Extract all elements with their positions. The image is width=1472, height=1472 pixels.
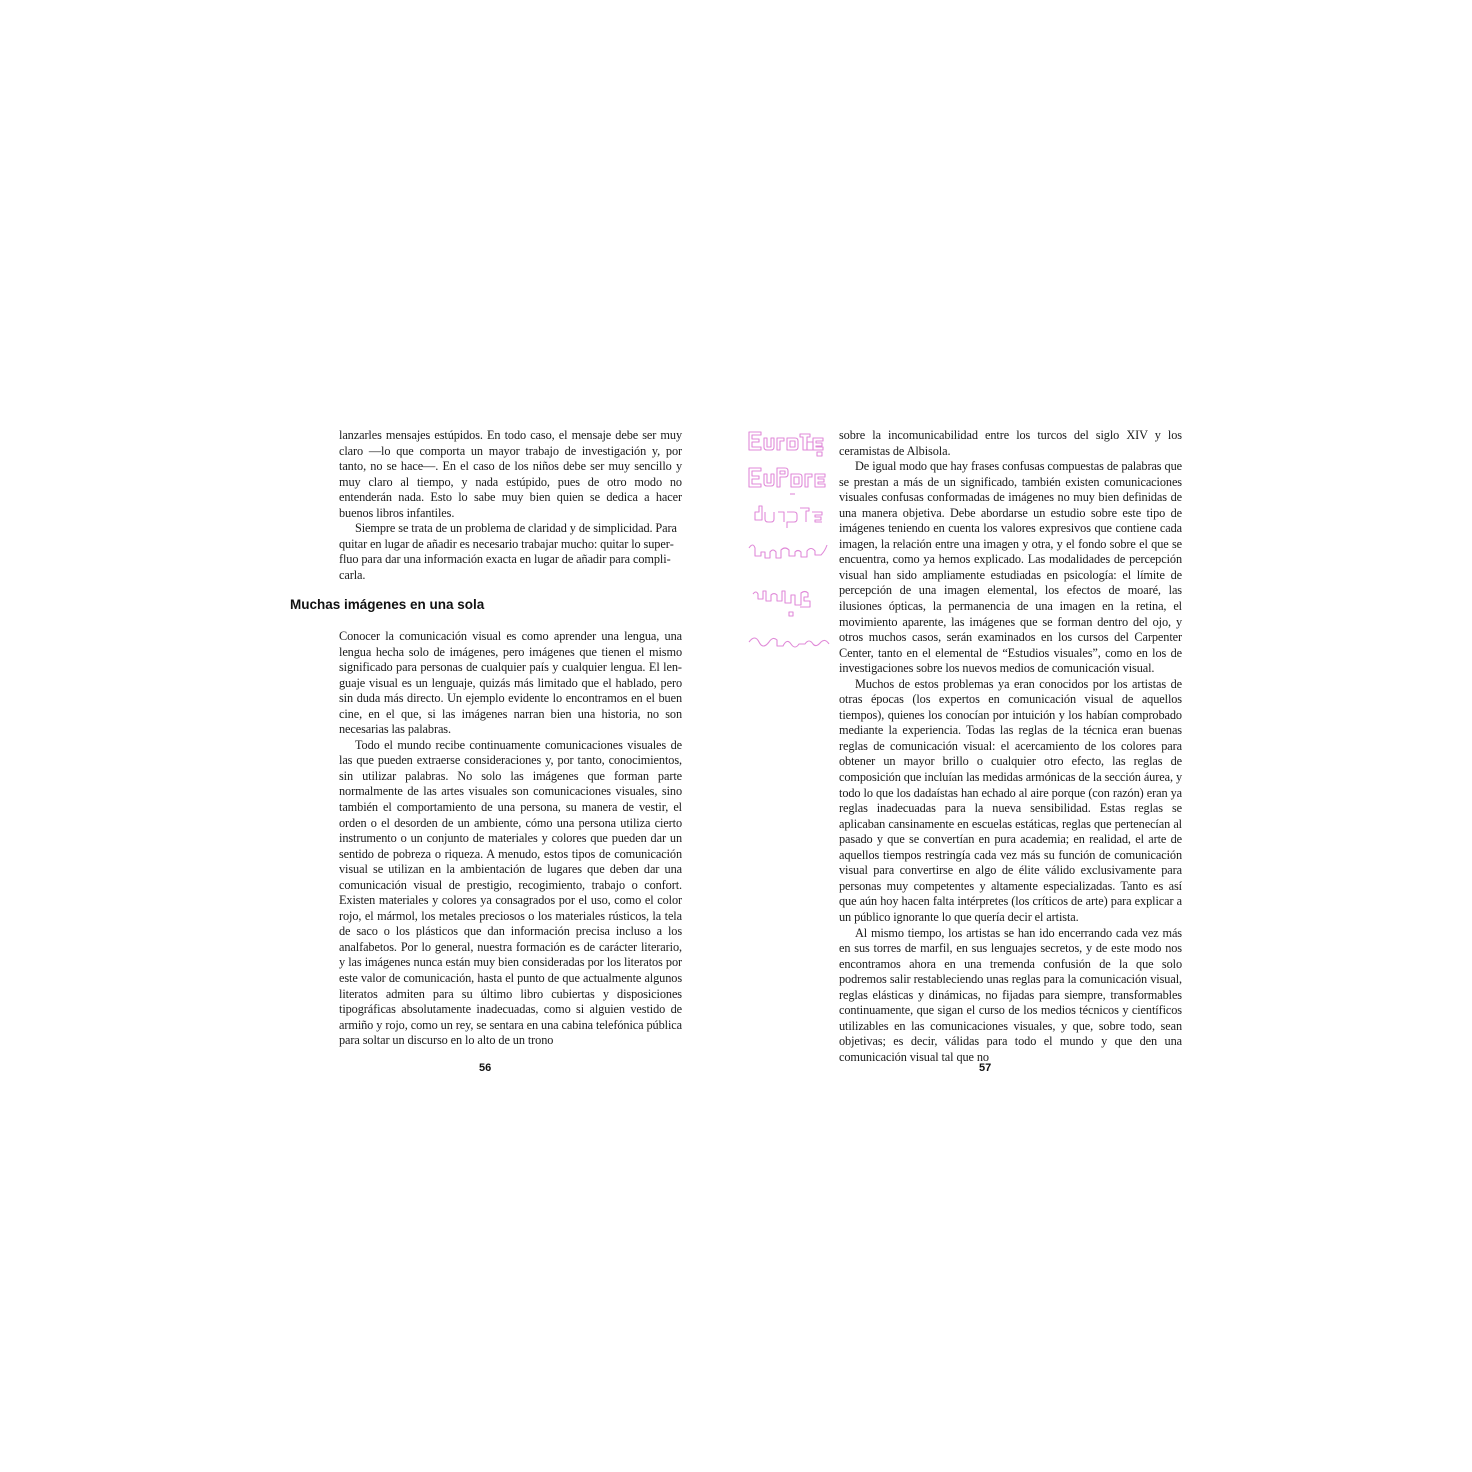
paragraph: Todo el mundo recibe continuamente comunicaciones visuales de las que pueden extraerse consideraciones y, por tanto, conocimientos, sin utilizar palabras. No solo las imágenes que forman parte normalmente de las artes visuales son comunicaciones visuales, sino también el comportamiento de una persona, su manera de vestir, el orden o el desorden de un ambiente, cómo una persona utiliza cierto instrumento o un conjunto de materiales y colores que pueden dar un sentido de pobreza o riqueza. A menudo, estos tipos de comunicación visual se utilizan en la ambientación de lugares que deben dar una comunicación visual de prestigio, recogimiento, trabajo o confort. Existen materiales y colores ya consagrados por el uso, como el color rojo, el mármol, los metales preciosos o los materiales rústicos, la tela de saco o los plásticos que dan información precisa incluso a los analfabetos. Por lo general, nuestra formación es de carácter literario, y las imágenes nunca están muy bien consideradas por los literatos por este valor de comunicación, hasta el punto de que actualmente algunos literatos admiten para su último libro cubiertas y disposiciones tipográficas absolutamente inadecuadas, como si alguien vestido de armiño y rojo, como un rey, se sentara en una cabina telefónica pública para soltar un discurso en lo alto de un trono [339,737,682,1048]
paragraph: Al mismo tiempo, los artistas se han ido encerrando cada vez más en sus torres de marfil, en sus lenguajes secretos, y de este modo nos encontramos ahora en una tremenda confusión de la que solo podremos salir restableciendo unas reglas para la comunicación visual, reglas elásticas y dinámicas, no fijadas para siempre, transformables continuamente, que sigan el curso de los medios técnicos y científicos utilizables en las comunicaciones visuales, y que, sobre todo, sean objetivas; es decir, válidas para todo el mundo y que den una comunicación visual tal que no [839,925,1182,1064]
lettering-row-2 [749,468,825,487]
lettering-row-4 [749,545,827,558]
decorative-lettering-illustration [745,428,835,658]
lettering-row-5 [753,591,810,607]
lettering-row-1 [749,432,823,450]
paragraph: Muchos de estos problemas ya eran conocidos por los artistas de otras épocas (los expertos en comunicación visual de aquellos tiempos), quienes los conocían por intuición y los habían comprobado mediante la experiencia. Todas las reglas de la técnica eran buenas reglas de comunicación visual: el acercamiento de los colores para obtener un mayor brillo o cualquier otro efecto, las reglas de composición que incluían las medidas armónicas de la sección áurea, y todo lo que los dadaístas han echado al aire porque (con razón) eran ya reglas inadecuadas para la nueva sensibilidad. Estas reglas se aplicaban cansinamente en escuelas estáticas, reglas que pertenecían al pasado y que se convertían en pura academia; en realidad, el arte de aquellos tiempos restringía cada vez más su función de comunicación visual para convertirse en algo de élite válido exclusivamente para personas muy competentes y altamente especializadas. Tanto es así que aún hoy hacen falta intérpretes (los críticos de arte) para explicar a un público ignorante lo que quería decir el artista. [839,676,1182,924]
paragraph: sobre la incomunicabilidad entre los turcos del siglo XIV y los ceramistas de Albisola. [839,428,1182,458]
paragraph: lanzarles mensajes estúpidos. En todo caso, el mensaje debe ser muy claro —lo que comporta un mayor trabajo de investigación y, por tanto, no se hace—. En el caso de los niños debe ser muy sencillo y muy claro al tiempo, y nada estúpido, pues de otro modo no entenderán nada. Esto lo sabe muy bien quien se dedica a hacer buenos libros infantiles. [339,428,682,520]
section-heading: Muchas imágenes en una sola [290,597,485,612]
lettering-row-3 [755,506,822,528]
paragraph: Siempre se trata de un problema de claridad y de simplicidad. Para quitar en lugar de añadir es necesario trabajar mucho: quitar lo superfluo para dar una información exacta en lugar de añadir para complicarla. [339,521,677,582]
right-page-text [839,428,1182,1065]
left-page-top-text [339,428,682,583]
paragraph: De igual modo que hay frases confusas compuestas de palabras que se prestan a más de un significado, también existen comunicaciones visuales confusas conformadas de imágenes no muy bien definidas de una manera objetiva. Debe abordarse un estudio sobre este tipo de imágenes teniendo en cuenta los valores expresivos que contiene cada imagen, la relación entre una imagen y otra, y el fondo sobre el que se encuentra, como ya hemos explicado. Las modalidades de percepción visual han sido ampliamente estudiadas en psicología: el límite de percepción de una imagen elemental, los efectos de moaré, las ilusiones ópticas, la permanencia de una imagen en la retina, el movimiento aparente, las imágenes que se forman dentro del ojo, y otros muchos casos, serán examinados en los cursos del Carpenter Center, tanto en el elemental de “Estudios visuales”, como en los de investigaciones sobre los nuevos medios de comunicación visual. [839,459,1182,676]
paragraph: Conocer la comunicación visual es como aprender una lengua, una lengua hecha solo de imágenes, pero imágenes que tienen el mismo significado para personas de cualquier país y cualquier lengua. El lenguaje visual es un lenguaje, quizás más limitado que el hablado, pero sin duda más directo. Un ejemplo evidente lo encontramos en el buen cine, en el que, si las imágenes narran bien una historia, no son necesarias las palabras. [339,629,682,737]
left-page-section-text [339,629,682,1049]
page-number-left: 56 [479,1062,492,1074]
lettering-row-6 [749,638,829,647]
page-number-right: 57 [979,1062,992,1074]
